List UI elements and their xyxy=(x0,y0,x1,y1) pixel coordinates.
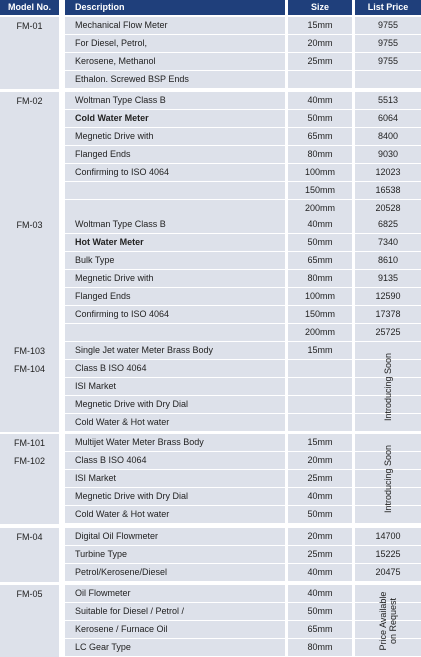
product-group xyxy=(0,528,421,582)
table-row xyxy=(0,53,421,71)
size-cell: 40mm xyxy=(288,92,352,109)
description-cell: Cold Water Meter xyxy=(65,110,285,127)
description-cell: Petrol/Kerosene/Diesel xyxy=(65,564,285,581)
description-cell: Class B ISO 4064 xyxy=(65,360,285,377)
size-cell xyxy=(288,378,352,395)
price-note-line: Price Available xyxy=(378,591,388,651)
table-row xyxy=(0,342,421,360)
table-row xyxy=(0,234,421,252)
size-cell xyxy=(288,71,352,88)
model-number: FM-01 xyxy=(16,21,43,31)
description-cell: Cold Water & Hot water xyxy=(65,506,285,523)
description-cell: Mechanical Flow Meter xyxy=(65,17,285,34)
header-size: Size xyxy=(288,0,352,15)
table-row xyxy=(0,252,421,270)
price-cell: 9030 xyxy=(355,146,421,163)
product-group xyxy=(0,342,421,432)
price-cell: 5513 xyxy=(355,92,421,109)
table-row xyxy=(0,71,421,89)
table-row xyxy=(0,164,421,182)
price-note: Introducing Soon xyxy=(383,444,393,514)
size-cell: 200mm xyxy=(288,200,352,217)
table-row xyxy=(0,452,421,470)
description-cell: Hot Water Meter xyxy=(65,234,285,251)
table-row xyxy=(0,506,421,524)
model-number: FM-103 xyxy=(13,346,45,356)
model-number: FM-03 xyxy=(16,220,43,230)
description-cell: ISI Market xyxy=(65,378,285,395)
size-cell: 150mm xyxy=(288,306,352,323)
price-note xyxy=(378,592,398,651)
price-cell: 16538 xyxy=(355,182,421,199)
description-cell xyxy=(65,182,285,199)
table-row xyxy=(0,603,421,621)
description-cell: Digital Oil Flowmeter xyxy=(65,528,285,545)
description-cell: Multijet Water Meter Brass Body xyxy=(65,434,285,451)
size-cell: 65mm xyxy=(288,252,352,269)
table-row xyxy=(0,216,421,234)
price-cell: 8610 xyxy=(355,252,421,269)
header-price: List Price xyxy=(355,0,421,15)
size-cell: 15mm xyxy=(288,342,352,359)
model-number: FM-04 xyxy=(16,532,43,542)
size-cell: 100mm xyxy=(288,164,352,181)
product-group xyxy=(0,17,421,89)
price-cell: 12590 xyxy=(355,288,421,305)
price-cell: 6064 xyxy=(355,110,421,127)
table-row xyxy=(0,146,421,164)
description-cell: Woltman Type Class B xyxy=(65,216,285,233)
size-cell: 65mm xyxy=(288,128,352,145)
model-number: FM-104 xyxy=(13,364,45,374)
price-cell: 12023 xyxy=(355,164,421,181)
description-cell: ISI Market xyxy=(65,470,285,487)
description-cell: Class B ISO 4064 xyxy=(65,452,285,469)
table-row xyxy=(0,110,421,128)
description-cell: Megnetic Drive with xyxy=(65,128,285,145)
description-cell: Bulk Type xyxy=(65,252,285,269)
size-cell: 50mm xyxy=(288,506,352,523)
description-cell: Megnetic Drive with Dry Dial xyxy=(65,488,285,505)
price-cell: 9135 xyxy=(355,270,421,287)
description-cell: Suitable for Diesel / Petrol / xyxy=(65,603,285,620)
description-cell: Kerosene / Furnace Oil xyxy=(65,621,285,638)
description-cell: Megnetic Drive with Dry Dial xyxy=(65,396,285,413)
model-number: FM-102 xyxy=(13,456,45,466)
size-cell: 50mm xyxy=(288,110,352,127)
product-group xyxy=(0,434,421,524)
size-cell xyxy=(288,396,352,413)
size-cell: 80mm xyxy=(288,146,352,163)
table-row xyxy=(0,546,421,564)
size-cell: 200mm xyxy=(288,324,352,341)
table-row xyxy=(0,182,421,200)
size-cell: 20mm xyxy=(288,452,352,469)
price-cell: 9755 xyxy=(355,53,421,70)
size-cell: 25mm xyxy=(288,53,352,70)
description-cell: Kerosene, Methanol xyxy=(65,53,285,70)
model-number: FM-05 xyxy=(16,589,43,599)
price-cell: 8400 xyxy=(355,128,421,145)
table-row xyxy=(0,35,421,53)
price-cell: 9755 xyxy=(355,17,421,34)
table-row xyxy=(0,360,421,378)
description-cell: Confirming to ISO 4064 xyxy=(65,306,285,323)
table-row xyxy=(0,488,421,506)
model-number: FM-101 xyxy=(13,438,45,448)
table-row xyxy=(0,564,421,582)
size-cell: 20mm xyxy=(288,528,352,545)
header-description: Description xyxy=(65,0,285,15)
table-row xyxy=(0,378,421,396)
product-group xyxy=(0,216,421,342)
description-cell: Single Jet water Meter Brass Body xyxy=(65,342,285,359)
description-cell xyxy=(65,324,285,341)
price-cell: 6825 xyxy=(355,216,421,233)
size-cell: 100mm xyxy=(288,288,352,305)
table-row xyxy=(0,306,421,324)
size-cell: 40mm xyxy=(288,564,352,581)
price-cell: 20528 xyxy=(355,200,421,217)
description-cell: Confirming to ISO 4064 xyxy=(65,164,285,181)
model-number: FM-02 xyxy=(16,96,43,106)
table-row xyxy=(0,470,421,488)
table-row xyxy=(0,92,421,110)
price-note-line: on Request xyxy=(388,597,398,645)
size-cell xyxy=(288,414,352,431)
size-cell: 65mm xyxy=(288,621,352,638)
description-cell: For Diesel, Petrol, xyxy=(65,35,285,52)
table-row xyxy=(0,128,421,146)
size-cell xyxy=(288,360,352,377)
description-cell xyxy=(65,200,285,217)
description-cell: Ethalon. Screwed BSP Ends xyxy=(65,71,285,88)
size-cell: 150mm xyxy=(288,182,352,199)
price-cell: 17378 xyxy=(355,306,421,323)
table-row xyxy=(0,528,421,546)
size-cell: 15mm xyxy=(288,434,352,451)
size-cell: 80mm xyxy=(288,639,352,656)
table-row xyxy=(0,414,421,432)
size-cell: 25mm xyxy=(288,546,352,563)
size-cell: 40mm xyxy=(288,488,352,505)
description-cell: Oil Flowmeter xyxy=(65,585,285,602)
size-cell: 80mm xyxy=(288,270,352,287)
size-cell: 50mm xyxy=(288,234,352,251)
product-group xyxy=(0,585,421,657)
size-cell: 40mm xyxy=(288,585,352,602)
table-row xyxy=(0,585,421,603)
table-row xyxy=(0,639,421,657)
table-row xyxy=(0,270,421,288)
table-row xyxy=(0,434,421,452)
table-row xyxy=(0,324,421,342)
price-note: Introducing Soon xyxy=(383,352,393,422)
price-cell: 7340 xyxy=(355,234,421,251)
description-cell: Woltman Type Class B xyxy=(65,92,285,109)
table-row xyxy=(0,396,421,414)
size-cell: 50mm xyxy=(288,603,352,620)
table-row xyxy=(0,17,421,35)
price-cell: 20475 xyxy=(355,564,421,581)
price-cell: 15225 xyxy=(355,546,421,563)
description-cell: LC Gear Type xyxy=(65,639,285,656)
table-row xyxy=(0,621,421,639)
description-cell: Turbine Type xyxy=(65,546,285,563)
product-group xyxy=(0,92,421,218)
size-cell: 40mm xyxy=(288,216,352,233)
description-cell: Megnetic Drive with xyxy=(65,270,285,287)
size-cell: 15mm xyxy=(288,17,352,34)
price-cell xyxy=(355,71,421,88)
table-header xyxy=(0,0,421,15)
description-cell: Cold Water & Hot water xyxy=(65,414,285,431)
description-cell: Flanged Ends xyxy=(65,146,285,163)
size-cell: 20mm xyxy=(288,35,352,52)
table-row xyxy=(0,288,421,306)
header-model: Model No. xyxy=(0,0,59,15)
price-cell: 14700 xyxy=(355,528,421,545)
size-cell: 25mm xyxy=(288,470,352,487)
price-cell: 25725 xyxy=(355,324,421,341)
description-cell: Flanged Ends xyxy=(65,288,285,305)
price-cell: 9755 xyxy=(355,35,421,52)
